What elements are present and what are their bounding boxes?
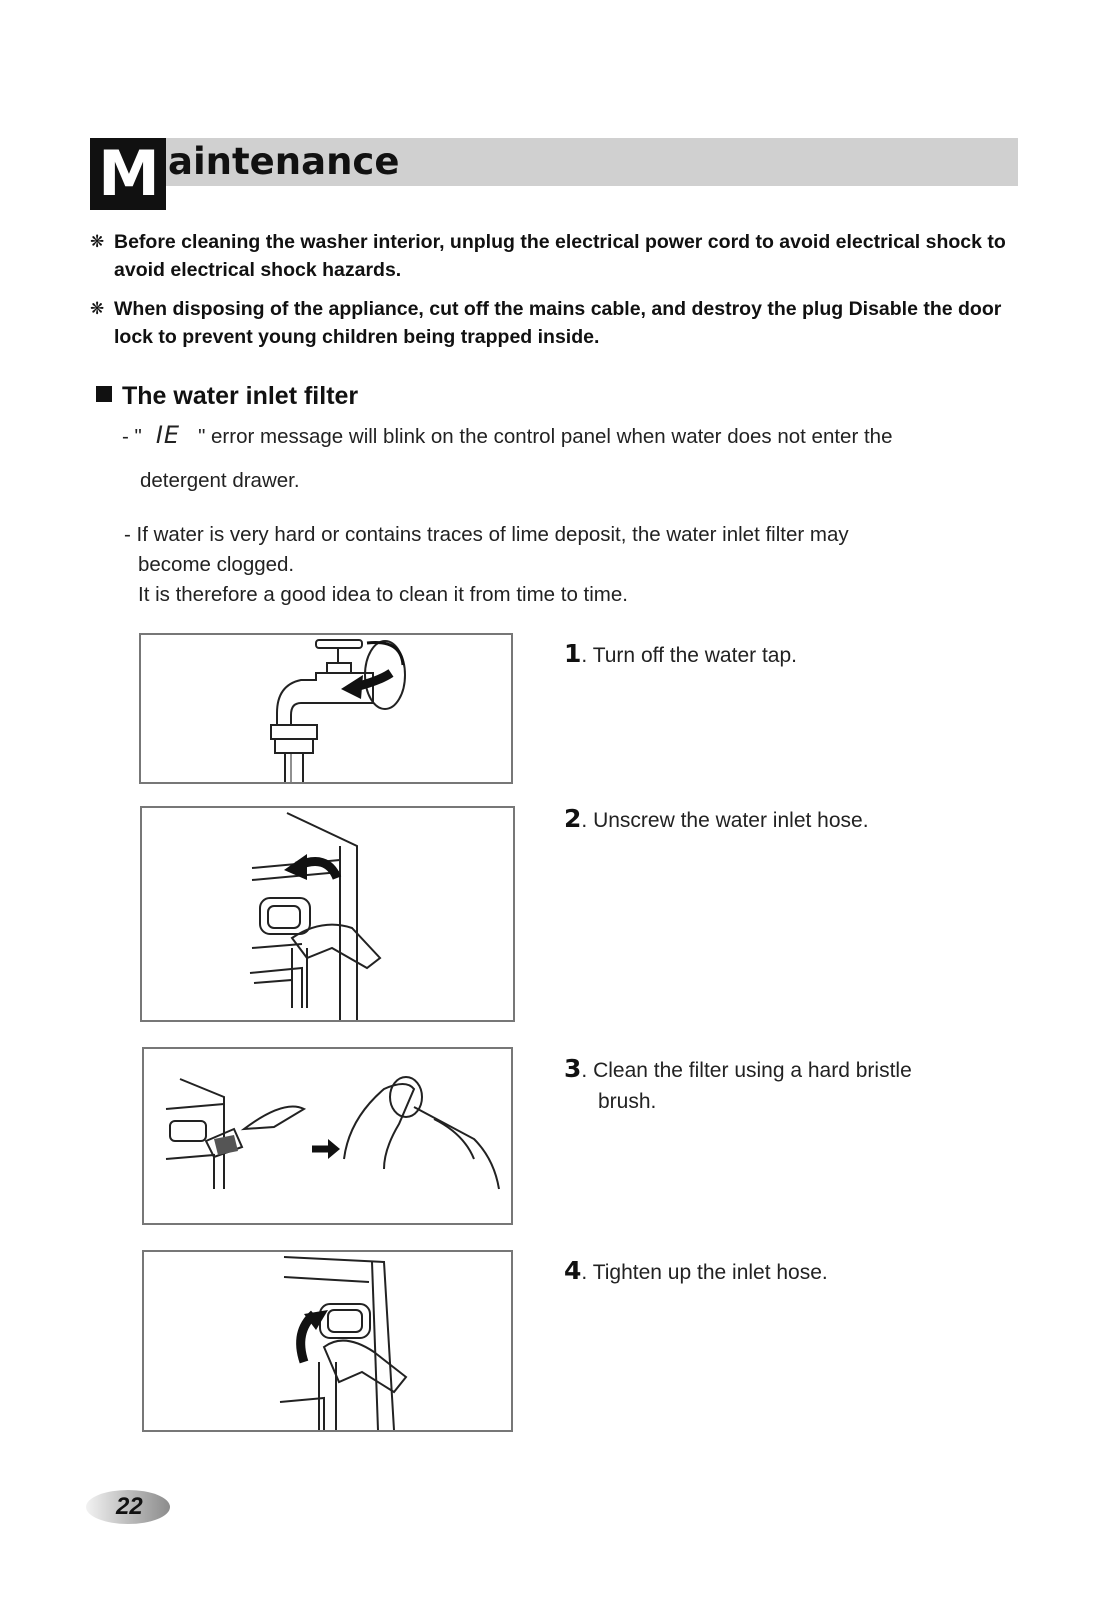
step-text: Turn off the water tap.: [592, 644, 797, 667]
header-initial: M: [90, 138, 166, 210]
asterisk-icon: ❋: [90, 299, 105, 318]
step-text-continuation: brush.: [598, 1090, 657, 1113]
figure-tighten-hose: [142, 1250, 513, 1432]
para-suffix: " error message will blink on the control panel when water does not enter the: [198, 425, 893, 448]
step-1: 1. Turn off the water tap.: [564, 639, 797, 668]
step-3: 3. Clean the filter using a hard bristle brush.: [564, 1053, 984, 1117]
warning-text: When disposing of the appliance, cut off the mains cable, and destroy the plug Disable the door lock to prevent young children being trapped inside.: [114, 298, 1002, 348]
step-number: 4: [564, 1256, 582, 1285]
step-text: Unscrew the water inlet hose.: [593, 809, 869, 832]
page-number: 22: [116, 1493, 143, 1520]
figure-unscrew-hose: [140, 806, 515, 1022]
figure-turn-off-tap: [139, 633, 513, 784]
error-message-paragraph: [122, 420, 1042, 452]
warning-text: Before cleaning the washer interior, unplug the electrical power cord to avoid electrical shock to avoid electrical shock hazards.: [114, 231, 1006, 281]
section-title-text: The water inlet filter: [122, 382, 359, 410]
para2-line3: It is therefore a good idea to clean it from time to time.: [138, 583, 628, 606]
figure-clean-filter: [142, 1047, 513, 1225]
error-code: IE: [155, 421, 181, 449]
step-2: 2. Unscrew the water inlet hose.: [564, 804, 869, 833]
step-number: 3: [564, 1054, 582, 1083]
para2-line2: become clogged.: [138, 553, 295, 576]
clean-filter-illustration: [144, 1049, 511, 1223]
tighten-illustration: [144, 1252, 511, 1430]
hard-water-paragraph: [124, 520, 1024, 610]
section-title: [96, 380, 358, 412]
error-message-continuation: detergent drawer.: [140, 469, 300, 492]
asterisk-icon: ❋: [90, 232, 105, 251]
warning-unplug: [90, 228, 1020, 284]
para-prefix: - ": [122, 425, 142, 448]
step-4: 4. Tighten up the inlet hose.: [564, 1256, 828, 1285]
tap-illustration: [141, 635, 511, 782]
step-number: 1: [564, 639, 582, 668]
step-number: 2: [564, 804, 582, 833]
warning-disposal: [90, 295, 1020, 351]
page-number-badge: [86, 1484, 172, 1530]
unscrew-illustration: [142, 808, 513, 1020]
square-bullet-icon: [96, 386, 112, 402]
para2-line1: - If water is very hard or contains traces of lime deposit, the water inlet filter may: [124, 523, 849, 546]
step-text: Clean the filter using a hard bristle: [593, 1059, 912, 1082]
step-text: Tighten up the inlet hose.: [592, 1261, 828, 1284]
page-title: aintenance: [168, 140, 400, 183]
